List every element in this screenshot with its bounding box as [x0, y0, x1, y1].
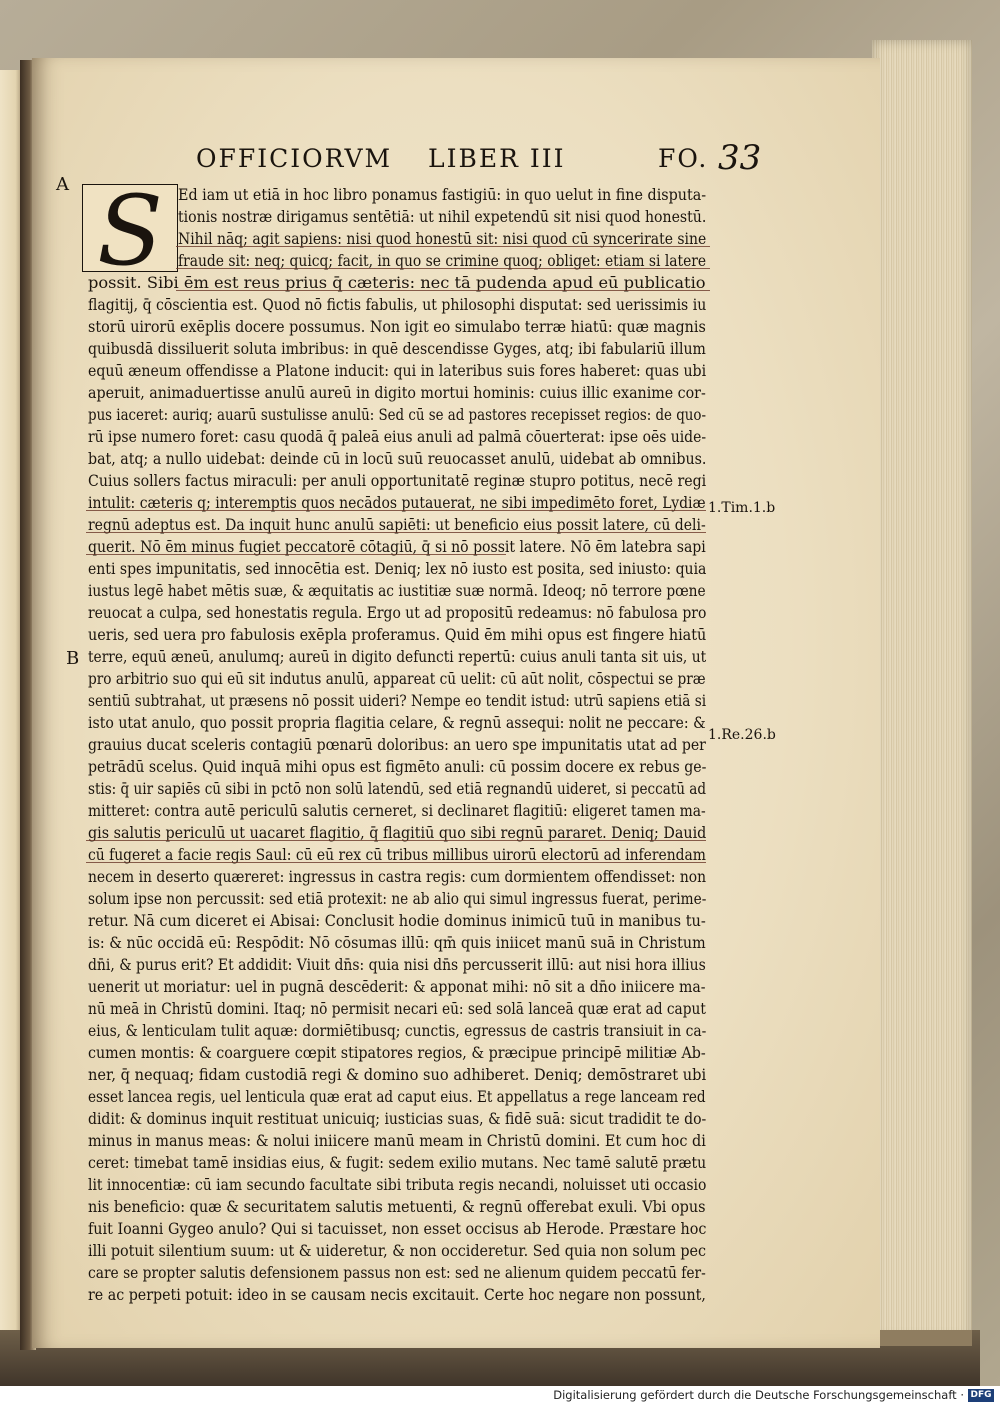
text-line: lit innocentiæ: cū iam secundo facultate sibi tributa regis necandi, noluisset uti occasio: [88, 1176, 707, 1194]
text-line: iustus legē habet mētis suæ, & æquitatis ac iustitiæ suæ normā. Ideoq; nō terrore pœne: [88, 582, 706, 600]
text-line: storū uirorū exēplis docere possumus. Non igit eo simulabo terræ hiatū: quæ magnis: [88, 318, 706, 336]
text-line: regnū adeptus est. Da inquit hunc anulū sapiēti: ut beneficio eius possit latere, cū deli-: [88, 516, 706, 534]
text-line: rū ipse numero foret: casu quodā q̄ paleā eius anuli ad palmā cōuerterat: ipse oēs uide-: [88, 428, 707, 446]
text-line: nū meā in Christū domini. Itaq; nō permisit necari eū: sed solā lanceā quæ erat ad caput: [88, 1000, 706, 1018]
text-line: Nihil nāq; agit sapiens: nisi quod honestū sit: nisi quod cū syncerirate sine: [178, 230, 707, 248]
text-line: Ed iam ut etiā in hoc libro ponamus fastigiū: in quo uelut in fine disputa-: [178, 186, 707, 204]
margin-note-timothy: 1.Tim.1.b: [708, 500, 776, 516]
text-line: stis: q̄ uir sapiēs cū sibi in pctō non solū latendū, sed etiā regnandū uideret, si peccatū ad: [88, 780, 707, 798]
manuscript-underline: [86, 862, 706, 863]
dfg-logo: DFG: [968, 1389, 994, 1402]
text-line: isto utat anulo, quo possit propria flagitia celare, & regnū assequi: nolit ne peccare: &: [88, 714, 706, 732]
text-line: fraude sit: neq; quicq; facit, in quo se crimine quoq; obliget: etiam si latere: [178, 252, 707, 270]
manuscript-underline: [176, 268, 710, 269]
folio-number: 33: [718, 138, 762, 178]
manuscript-underline: [176, 290, 710, 291]
header-book: LIBER III: [428, 144, 566, 173]
text-line: dn̄i, & purus erit? Et addidit: Viuit dn̄s: quia nisi dn̄s percusserit illū: aut nisi hora illius: [88, 956, 706, 974]
header-folio-label: FO.: [658, 144, 709, 173]
text-line: ueris, sed uera pro fabulosis exēpla proferamus. Quid ēm mihi opus est fingere hiatū: [88, 626, 707, 644]
text-line: nis beneficio: quæ & securitatem salutis metuenti, & regnū offerebat exuli. Vbi opus: [88, 1198, 706, 1216]
book-fore-edge: [872, 40, 972, 1340]
text-line: didit: & dominus inquit restituat unicuiq; iusticias suas, & fidē suā: sicut tradidit te do-: [88, 1110, 707, 1128]
text-line: flagitij, q̄ cōscientia est. Quod nō fictis fabulis, ut philosophi disputat: sed uerissimis iu: [88, 296, 707, 314]
text-line: equū æneum offendisse a Platone inducit: qui in lateribus suis fores haberet: quas ubi: [88, 362, 707, 380]
text-line: solum ipse non percussit: sed etiā protexit: ne ab alio qui simul ingressus fuerat, perime-: [88, 890, 707, 908]
text-line: fuit Ioanni Gygeo anulo? Qui si tacuisset, non esset occisus ab Herode. Præstare hoc: [88, 1220, 707, 1238]
running-header: [196, 140, 776, 180]
manuscript-underline: [86, 532, 706, 533]
text-line: gis salutis periculū ut uacaret flagitio, q̄ flagitiū quo sibi regnū pararet. Deniq; Dauid: [88, 824, 707, 842]
text-line: petrādū scelus. Quid inquā mihi opus est figmēto anuli: cū possim docere ex rebus ge-: [88, 758, 707, 776]
initial-letter: S: [97, 175, 163, 287]
text-line: care se propter salutis defensionem passus non est: sed ne alienum quidem peccatū fer-: [88, 1264, 706, 1282]
text-line: querit. Nō ēm minus fugiet peccatorē cōtagiū, q̄ si nō possit latere. Nō ēm latebra sapi: [88, 538, 706, 556]
manuscript-underline: [86, 510, 706, 511]
text-line: minus in manus meas: & nolui iniicere manū meam in Christū domini. Et cum hoc di: [88, 1132, 706, 1150]
text-line: is: & nūc occidā eū: Respōdit: Nō cōsumas illū: qm̄ quis iniicet manū suā in Christum: [88, 934, 706, 952]
header-title: OFFICIORVM: [196, 144, 393, 173]
text-line: pro arbitrio suo qui eū sit indutus anulū, appareat cū uelit: cū aūt nolit, cōspectui se præ: [88, 670, 706, 688]
text-line: retur. Nā cum diceret ei Abisai: Conclusit hodie dominus inimicū tuū in manibus tu-: [88, 912, 706, 930]
section-marker-a: A: [56, 174, 69, 195]
text-line: grauius ducat sceleris contagiū pœnarū doloribus: an uero spe impunitatis utat ad per: [88, 736, 706, 754]
text-line: ner, q̄ nequaq; fidam custodiā regi & domino suo adhiberet. Deniq; demōstraret ubi: [88, 1066, 707, 1084]
text-line: quibusdā dissiluerit soluta imbribus: in quē descendisse Gyges, atq; ibi fabulariū illum: [88, 340, 706, 358]
text-line: ceret: timebat tamē insidias eius, & fugit: sedem exilio mutans. Nec tamē salutē prætu: [88, 1154, 707, 1172]
text-line: enti spes impunitatis, sed innocētia est. Deniq; lex nō iusto est posita, sed iniusto: quia: [88, 560, 707, 578]
text-line: uenerit ut moriatur: uel in pugnā descēderit: & apponat mihi: nō sit a dn̄o iniicere ma-: [88, 978, 706, 996]
text-line: terre, equū æneū, anulumq; aureū in digito defuncti repertū: cuius anuli tanta sit uis, ut: [88, 648, 707, 666]
text-line: cū fugeret a facie regis Saul: cū eū rex cū tribus millibus uirorū electorū ad inferendam: [88, 846, 706, 864]
footer-bar: [0, 1386, 1000, 1406]
text-line: tionis nostræ dirigamus sentētiā: ut nihil expetendū sit nisi quod honestū.: [178, 208, 707, 226]
text-line: eius, & lenticulam tulit aquæ: dormiētibusq; cunctis, egressus de castris transiuit in ca-: [88, 1022, 707, 1040]
text-line: reuocat a culpa, sed honestatis regula. Ergo ut ad propositū redeamus: nō fabulosa pro: [88, 604, 707, 622]
text-line: bat, atq; a nullo uidebat: deinde cū in locū suū reuocasset anulū, uidebat ab omnibus.: [88, 450, 707, 468]
text-line: aperuit, animaduertisse anulū aureū in digito mortui hominis: cuius illic exanime cor-: [88, 384, 706, 402]
text-line: mitteret: contra autē periculū salutis cerneret, si declinaret flagitiū: eligeret tamen ma-: [88, 802, 706, 820]
text-line: pus iaceret: auriq; auarū sustulisse anulū: Sed cū se ad pastores recepisset regios: de quo-: [88, 406, 706, 424]
text-line: necem in deserto quæreret: ingressus in castra regis: cum dormientem offendisset: non: [88, 868, 707, 886]
text-line: re ac perpeti potuit: ideo in se causam necis excitauit. Certe hoc negare non possunt,: [88, 1286, 706, 1304]
text-line: esset lancea regis, uel lenticula quæ erat ad caput eius. Et appellatus a rege lanceam red: [88, 1088, 706, 1106]
text-line: intulit: cæteris q; interemptis quos necādos putauerat, ne sibi impedimēto foret, Lydiæ: [88, 494, 706, 512]
decorated-initial: [82, 175, 178, 287]
section-marker-b: B: [66, 648, 80, 669]
text-line: illi potuit silentium suum: ut & uideretur, & non occideretur. Sed quia non solum pec: [88, 1242, 707, 1260]
text-line: sentiū subtrahat, ut præsens nō possit uideri? Nempe eo tendit istud: utrū sapiens etiā si: [88, 692, 707, 710]
book-fore-edge-bottom: [872, 1330, 972, 1346]
text-line: cumen montis: & coarguere cœpit stipatores regios, & præcipue principē militiæ Ab-: [88, 1044, 706, 1062]
text-line: Cuius sollers factus miraculi: per anuli opportunitatē reginæ stupro potitus, necē regi: [88, 472, 707, 490]
margin-note-kings: 1.Re.26.b: [708, 727, 776, 743]
manuscript-underline: [86, 840, 706, 841]
text-line: possit. Sibi ēm est reus prius q̄ cæteris: nec tā pudenda apud eū publicatio: [88, 274, 706, 292]
funding-credit: Digitalisierung gefördert durch die Deutsche Forschungsgemeinschaft ·: [553, 1388, 964, 1402]
manuscript-underline: [176, 246, 710, 247]
manuscript-underline: [86, 554, 506, 555]
